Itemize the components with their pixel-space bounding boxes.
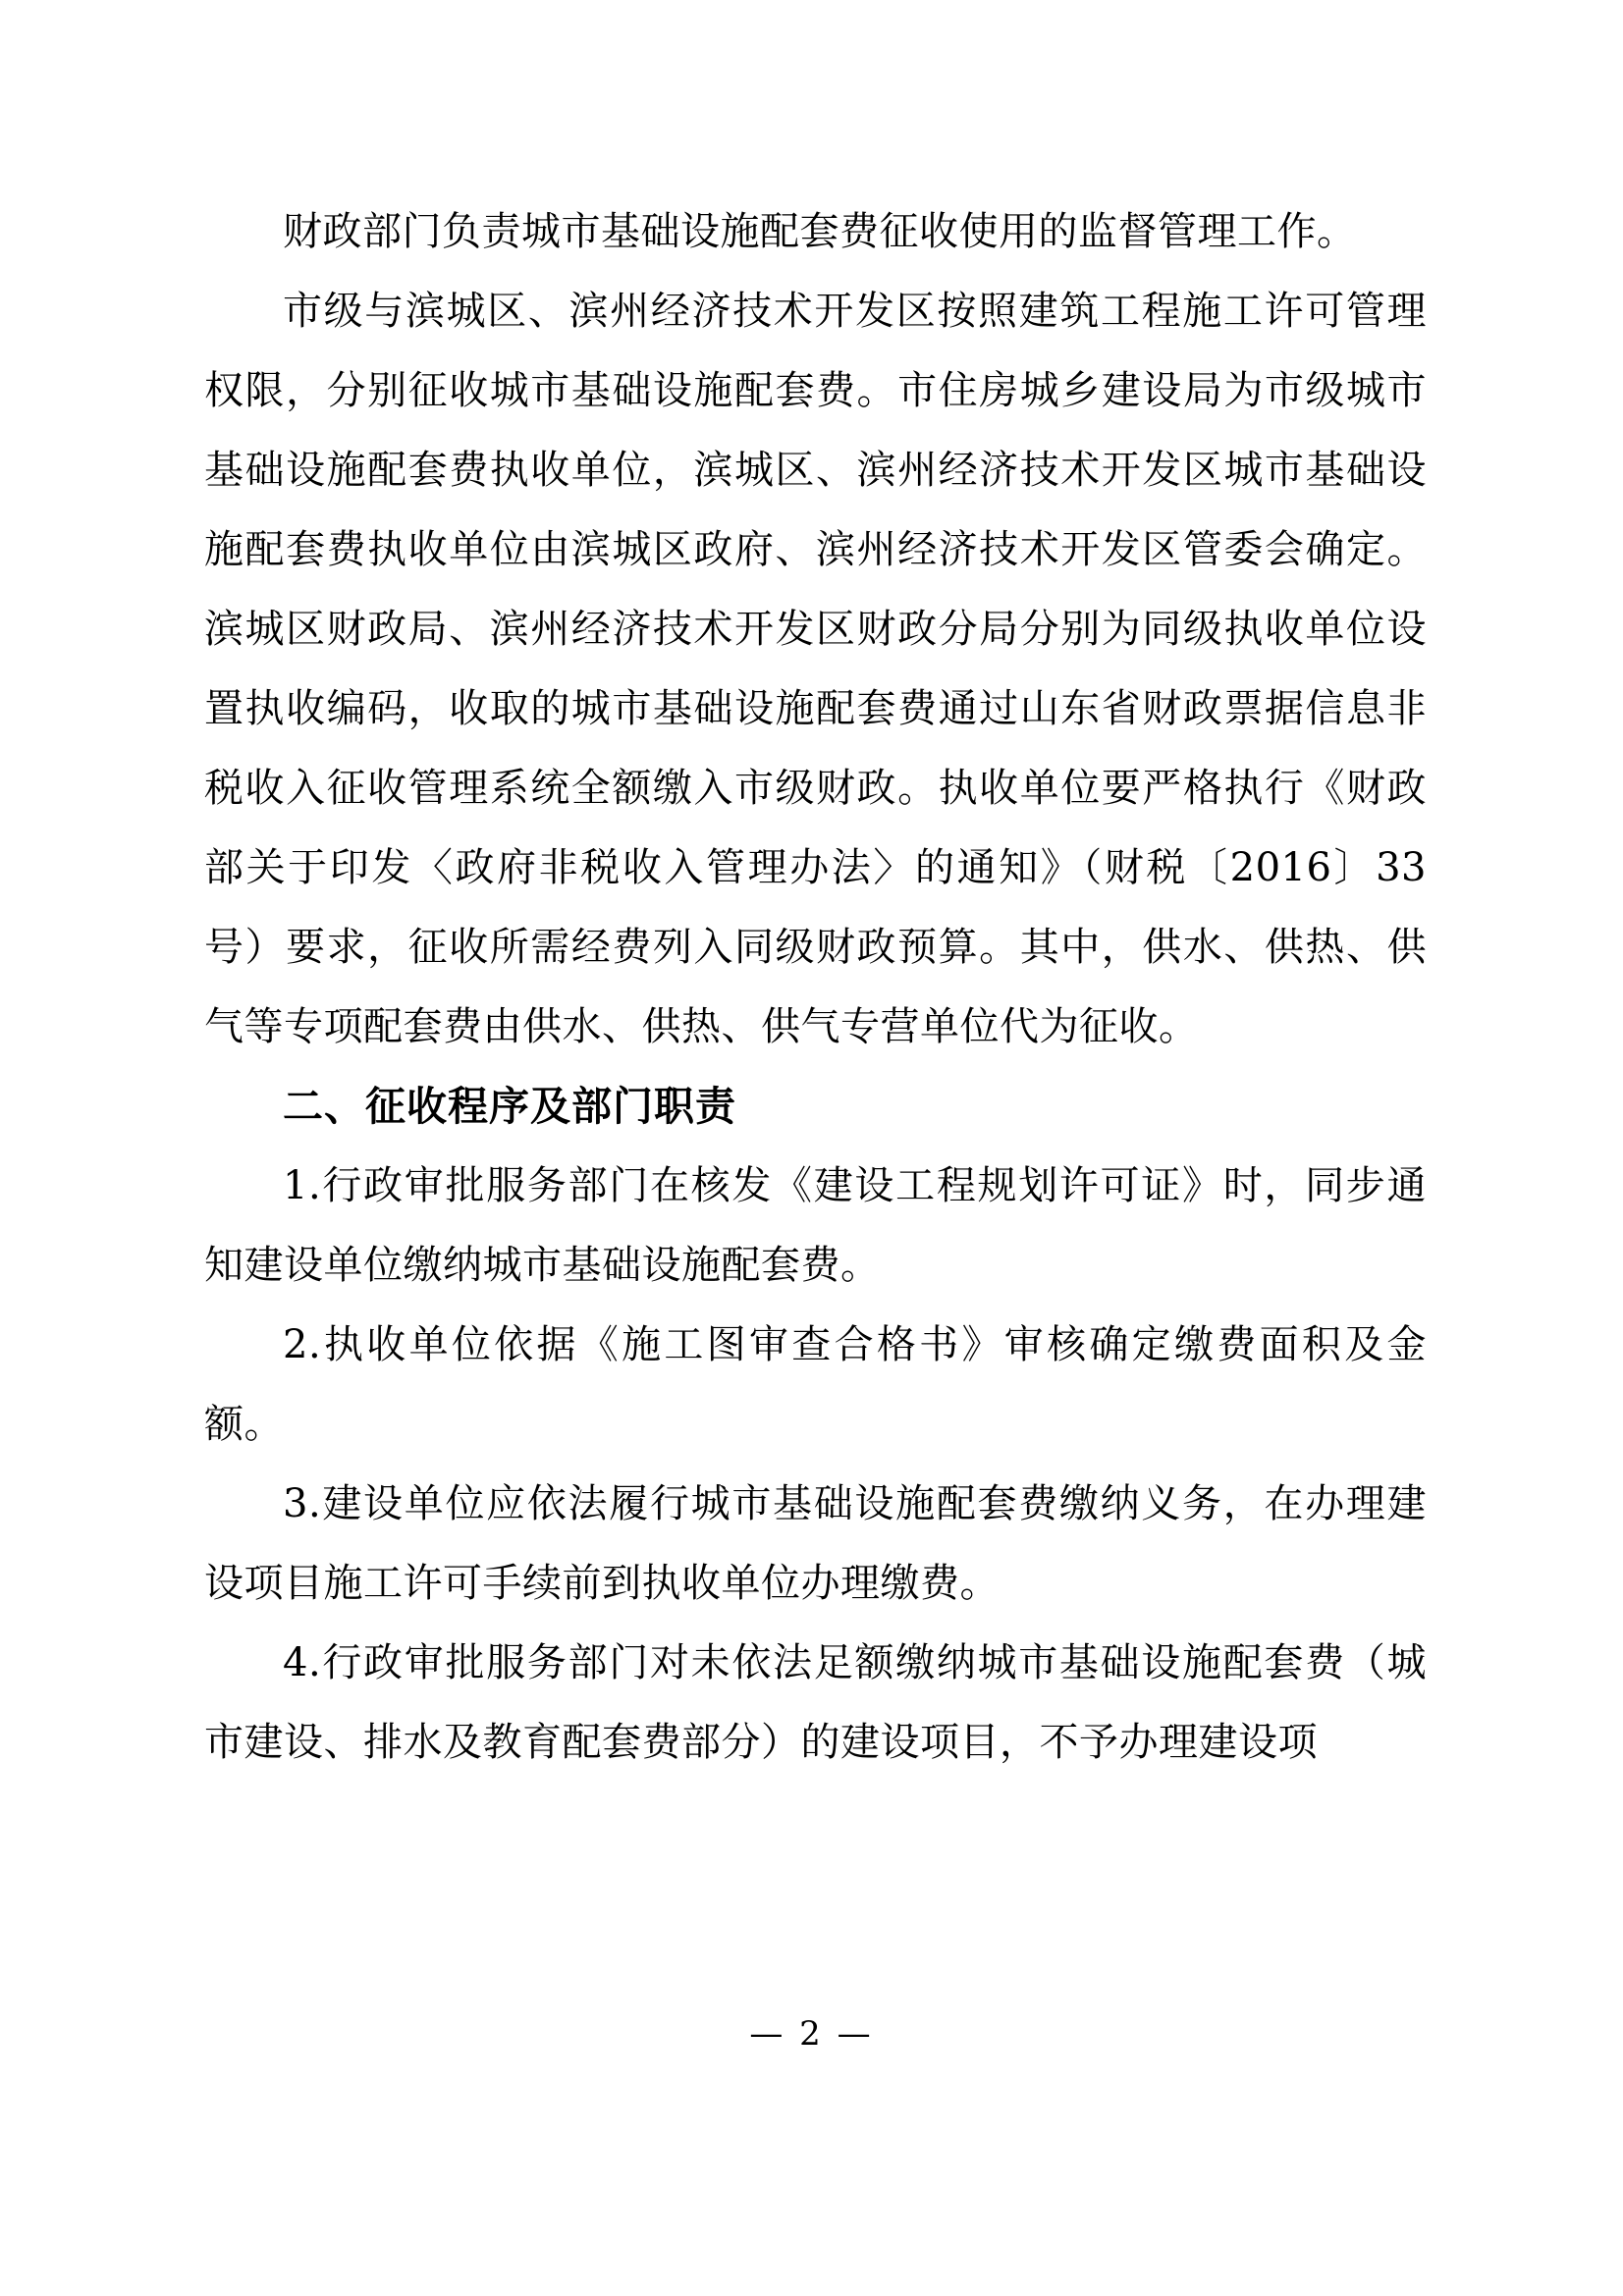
paragraph-2: 市级与滨城区、滨州经济技术开发区按照建筑工程施工许可管理权限，分别征收城市基础设施配套费。市住房城乡建设局为市级城市基础设施配套费执收单位，滨城区、滨州经济技术开发区城市基础设施配套费执收单位由滨城区政府、滨州经济技术开发区管委会确定。滨城区财政局、滨州经济技术开发区财政分局分别为同级执收单位设置执收编码，收取的城市基础设施配套费通过山东省财政票据信息非税收入征收管理系统全额缴入市级财政。执收单位要严格执行《财政部关于印发〈政府非税收入管理办法〉的通知》（财税〔2016〕33号）要求，征收所需经费列入同级财政预算。其中，供水、供热、供气等专项配套费由供水、供热、供气专营单位代为征收。 bbox=[204, 289, 1427, 1049]
paragraph-item-3: 3.建设单位应依法履行城市基础设施配套费缴纳义务，在办理建设项目施工许可手续前到执收单位办理缴费。 bbox=[204, 1481, 1427, 1606]
section-heading-2: 二、征收程序及部门职责 bbox=[283, 1083, 736, 1130]
paragraph-item-2: 2.执收单位依据《施工图审查合格书》审核确定缴费面积及金额。 bbox=[204, 1322, 1427, 1447]
document-body bbox=[204, 192, 1427, 1783]
paragraph-item-1: 1.行政审批服务部门在核发《建设工程规划许可证》时，同步通知建设单位缴纳城市基础设施配套费。 bbox=[204, 1163, 1427, 1288]
paragraph-item-4: 4.行政审批服务部门对未依法足额缴纳城市基础设施配套费（城市建设、排水及教育配套费部分）的建设项目，不予办理建设项 bbox=[204, 1640, 1427, 1765]
page-number: — 2 — bbox=[749, 2014, 874, 2054]
paragraph-1: 财政部门负责城市基础设施配套费征收使用的监督管理工作。 bbox=[283, 209, 1357, 254]
